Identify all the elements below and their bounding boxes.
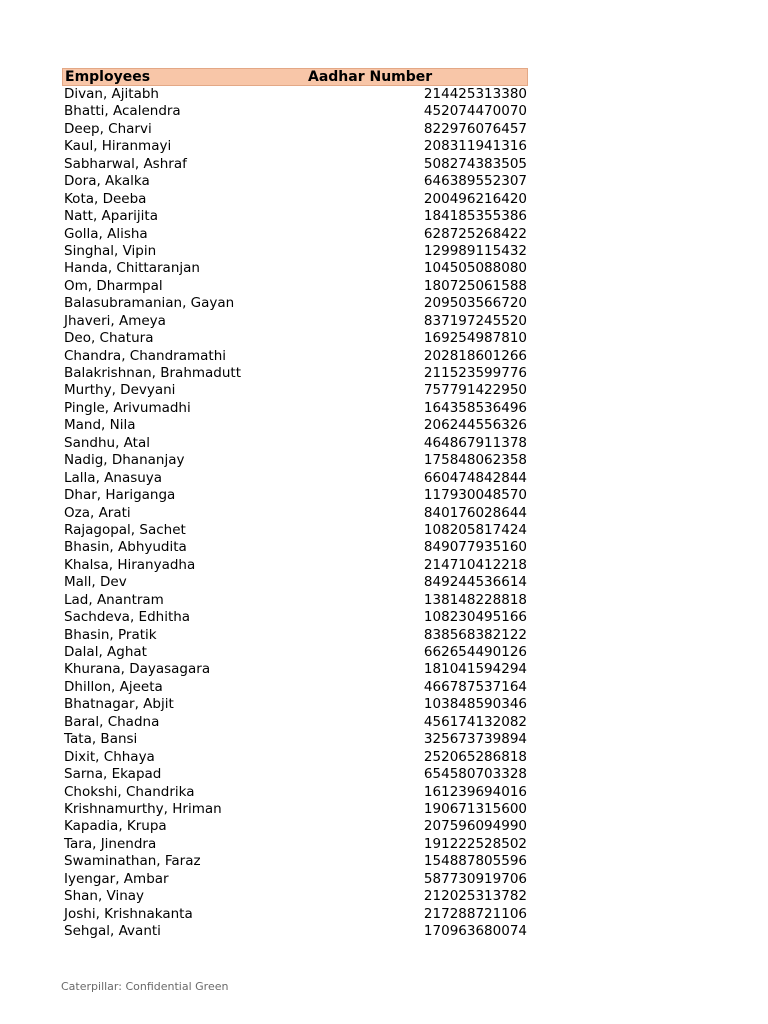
employee-name: Bhatti, Acalendra bbox=[64, 103, 181, 120]
employee-name: Tata, Bansi bbox=[64, 731, 138, 748]
table-row bbox=[62, 801, 528, 818]
employee-name: Lalla, Anasuya bbox=[64, 469, 163, 486]
employee-name: Handa, Chittaranjan bbox=[64, 260, 200, 277]
employee-name: Pingle, Arivumadhi bbox=[64, 399, 191, 416]
aadhar-number: 654580703328 bbox=[423, 766, 527, 783]
employee-name: Dhillon, Ajeeta bbox=[64, 678, 163, 695]
aadhar-number: 200496216420 bbox=[423, 190, 527, 207]
employee-name: Mand, Nila bbox=[64, 417, 136, 434]
aadhar-number: 508274383505 bbox=[423, 155, 527, 172]
aadhar-number: 212025313782 bbox=[423, 888, 527, 905]
aadhar-number: 646389552307 bbox=[423, 173, 527, 190]
employee-name: Dalal, Aghat bbox=[64, 644, 147, 660]
aadhar-number: 180725061588 bbox=[423, 277, 527, 294]
aadhar-number: 840176028644 bbox=[423, 504, 527, 521]
employee-name: Natt, Aparijita bbox=[64, 208, 158, 225]
employee-name: Baral, Chadna bbox=[64, 713, 160, 730]
table-row bbox=[62, 138, 528, 155]
aadhar-number: 822976076457 bbox=[423, 120, 527, 137]
table-row bbox=[62, 156, 528, 173]
aadhar-number: 628725268422 bbox=[423, 225, 527, 242]
employee-name: Jhaveri, Ameya bbox=[64, 312, 166, 329]
table-row bbox=[62, 696, 528, 713]
employee-name: Chokshi, Chandrika bbox=[64, 783, 195, 800]
aadhar-number: 211523599776 bbox=[423, 365, 527, 381]
aadhar-number: 214425313380 bbox=[423, 86, 527, 102]
table-row bbox=[62, 679, 528, 696]
employee-name: Balakrishnan, Brahmadutt bbox=[64, 365, 242, 381]
employee-name: Kapadia, Krupa bbox=[64, 818, 167, 835]
header-employees: Employees bbox=[65, 69, 151, 85]
aadhar-number: 169254987810 bbox=[423, 330, 527, 347]
table-row bbox=[62, 714, 528, 731]
aadhar-number: 757791422950 bbox=[423, 382, 527, 399]
table-row bbox=[62, 487, 528, 504]
employee-name: Swaminathan, Faraz bbox=[64, 853, 201, 870]
table-row bbox=[62, 557, 528, 574]
table-row bbox=[62, 871, 528, 888]
employee-name: Rajagopal, Sachet bbox=[64, 521, 186, 538]
employee-name: Dhar, Hariganga bbox=[64, 487, 176, 504]
table-row bbox=[62, 435, 528, 452]
table-row bbox=[62, 766, 528, 783]
employee-name: Shan, Vinay bbox=[64, 888, 145, 905]
aadhar-number: 452074470070 bbox=[423, 103, 527, 120]
employee-name: Bhasin, Pratik bbox=[64, 626, 157, 643]
aadhar-number: 660474842844 bbox=[423, 469, 527, 486]
table-row bbox=[62, 86, 528, 103]
table-row bbox=[62, 470, 528, 487]
employee-name: Om, Dharmpal bbox=[64, 277, 163, 294]
aadhar-number: 252065286818 bbox=[423, 748, 527, 765]
aadhar-number: 325673739894 bbox=[423, 731, 527, 748]
aadhar-number: 154887805596 bbox=[423, 853, 527, 870]
employee-name: Joshi, Krishnakanta bbox=[64, 905, 193, 922]
table-row bbox=[62, 103, 528, 120]
employee-name: Sehgal, Avanti bbox=[64, 923, 161, 939]
aadhar-number: 456174132082 bbox=[423, 713, 527, 730]
table-row bbox=[62, 522, 528, 539]
employee-name: Mall, Dev bbox=[64, 574, 127, 591]
table-row bbox=[62, 243, 528, 260]
aadhar-number: 129989115432 bbox=[423, 242, 527, 259]
table-row bbox=[62, 313, 528, 330]
aadhar-number: 208311941316 bbox=[423, 138, 527, 155]
table-row bbox=[62, 923, 528, 940]
table-row bbox=[62, 592, 528, 609]
aadhar-number: 587730919706 bbox=[423, 870, 527, 887]
table-row bbox=[62, 400, 528, 417]
table-row bbox=[62, 295, 528, 312]
table-row bbox=[62, 278, 528, 295]
employee-name: Singhal, Vipin bbox=[64, 242, 157, 259]
table-row bbox=[62, 260, 528, 277]
table-header-row bbox=[62, 68, 528, 86]
aadhar-number: 206244556326 bbox=[423, 417, 527, 434]
aadhar-number: 214710412218 bbox=[423, 556, 527, 573]
aadhar-number: 103848590346 bbox=[423, 696, 527, 713]
aadhar-number: 190671315600 bbox=[423, 800, 527, 817]
aadhar-number: 161239694016 bbox=[423, 783, 527, 800]
employee-name: Sabharwal, Ashraf bbox=[64, 155, 187, 172]
table-row bbox=[62, 627, 528, 644]
aadhar-number: 138148228818 bbox=[423, 591, 527, 608]
aadhar-number: 837197245520 bbox=[423, 312, 527, 329]
table-row bbox=[62, 417, 528, 434]
table-row bbox=[62, 818, 528, 835]
table-row bbox=[62, 853, 528, 870]
employee-name: Tara, Jinendra bbox=[64, 835, 157, 852]
table-row bbox=[62, 452, 528, 469]
table-row bbox=[62, 661, 528, 678]
table-row bbox=[62, 505, 528, 522]
table-row bbox=[62, 330, 528, 347]
employee-name: Chandra, Chandramathi bbox=[64, 347, 227, 364]
employee-name: Deep, Charvi bbox=[64, 120, 152, 137]
employee-name: Kaul, Hiranmayi bbox=[64, 138, 172, 155]
aadhar-number: 464867911378 bbox=[423, 434, 527, 451]
table-row bbox=[62, 173, 528, 190]
employee-name: Deo, Chatura bbox=[64, 330, 154, 347]
employee-name: Lad, Anantram bbox=[64, 591, 164, 608]
aadhar-number: 108205817424 bbox=[423, 521, 527, 538]
aadhar-number: 202818601266 bbox=[423, 347, 527, 364]
employee-table bbox=[62, 68, 528, 940]
employee-name: Sarna, Ekapad bbox=[64, 766, 162, 783]
classification-footer: Caterpillar: Confidential Green bbox=[61, 980, 229, 993]
table-row bbox=[62, 191, 528, 208]
aadhar-number: 217288721106 bbox=[423, 905, 527, 922]
aadhar-number: 117930048570 bbox=[423, 487, 527, 504]
table-row bbox=[62, 208, 528, 225]
table-row bbox=[62, 749, 528, 766]
employee-name: Dixit, Chhaya bbox=[64, 748, 155, 765]
aadhar-number: 662654490126 bbox=[423, 644, 527, 660]
table-row bbox=[62, 609, 528, 626]
table-row bbox=[62, 836, 528, 853]
aadhar-number: 207596094990 bbox=[423, 818, 527, 835]
aadhar-number: 104505088080 bbox=[423, 260, 527, 277]
aadhar-number: 108230495166 bbox=[423, 609, 527, 626]
aadhar-number: 184185355386 bbox=[423, 208, 527, 225]
table-row bbox=[62, 888, 528, 905]
table-row bbox=[62, 539, 528, 556]
employee-name: Oza, Arati bbox=[64, 504, 131, 521]
aadhar-number: 466787537164 bbox=[423, 678, 527, 695]
employee-name: Iyengar, Ambar bbox=[64, 870, 169, 887]
employee-name: Dora, Akalka bbox=[64, 173, 150, 190]
table-row bbox=[62, 348, 528, 365]
employee-name: Khurana, Dayasagara bbox=[64, 661, 211, 678]
table-row bbox=[62, 906, 528, 923]
table-row bbox=[62, 574, 528, 591]
aadhar-number: 170963680074 bbox=[423, 923, 527, 939]
employee-name: Balasubramanian, Gayan bbox=[64, 295, 235, 312]
aadhar-number: 191222528502 bbox=[423, 835, 527, 852]
employee-name: Nadig, Dhananjay bbox=[64, 452, 185, 469]
table-row bbox=[62, 644, 528, 661]
header-aadhar-number: Aadhar Number bbox=[308, 69, 433, 85]
aadhar-number: 838568382122 bbox=[423, 626, 527, 643]
table-row bbox=[62, 121, 528, 138]
employee-name: Kota, Deeba bbox=[64, 190, 147, 207]
employee-name: Bhatnagar, Abjit bbox=[64, 696, 174, 713]
employee-name: Khalsa, Hiranyadha bbox=[64, 556, 196, 573]
aadhar-number: 175848062358 bbox=[423, 452, 527, 469]
aadhar-number: 849077935160 bbox=[423, 539, 527, 556]
employee-name: Krishnamurthy, Hriman bbox=[64, 800, 222, 817]
aadhar-number: 849244536614 bbox=[423, 574, 527, 591]
employee-name: Divan, Ajitabh bbox=[64, 86, 159, 102]
table-row bbox=[62, 365, 528, 382]
employee-name: Sachdeva, Edhitha bbox=[64, 609, 191, 626]
table-row bbox=[62, 382, 528, 399]
table-body bbox=[62, 86, 528, 940]
table-row bbox=[62, 784, 528, 801]
employee-name: Sandhu, Atal bbox=[64, 434, 150, 451]
table-row bbox=[62, 226, 528, 243]
aadhar-number: 209503566720 bbox=[423, 295, 527, 312]
employee-name: Bhasin, Abhyudita bbox=[64, 539, 187, 556]
table-row bbox=[62, 731, 528, 748]
employee-name: Golla, Alisha bbox=[64, 225, 148, 242]
aadhar-number: 181041594294 bbox=[423, 661, 527, 678]
aadhar-number: 164358536496 bbox=[423, 399, 527, 416]
employee-name: Murthy, Devyani bbox=[64, 382, 176, 399]
